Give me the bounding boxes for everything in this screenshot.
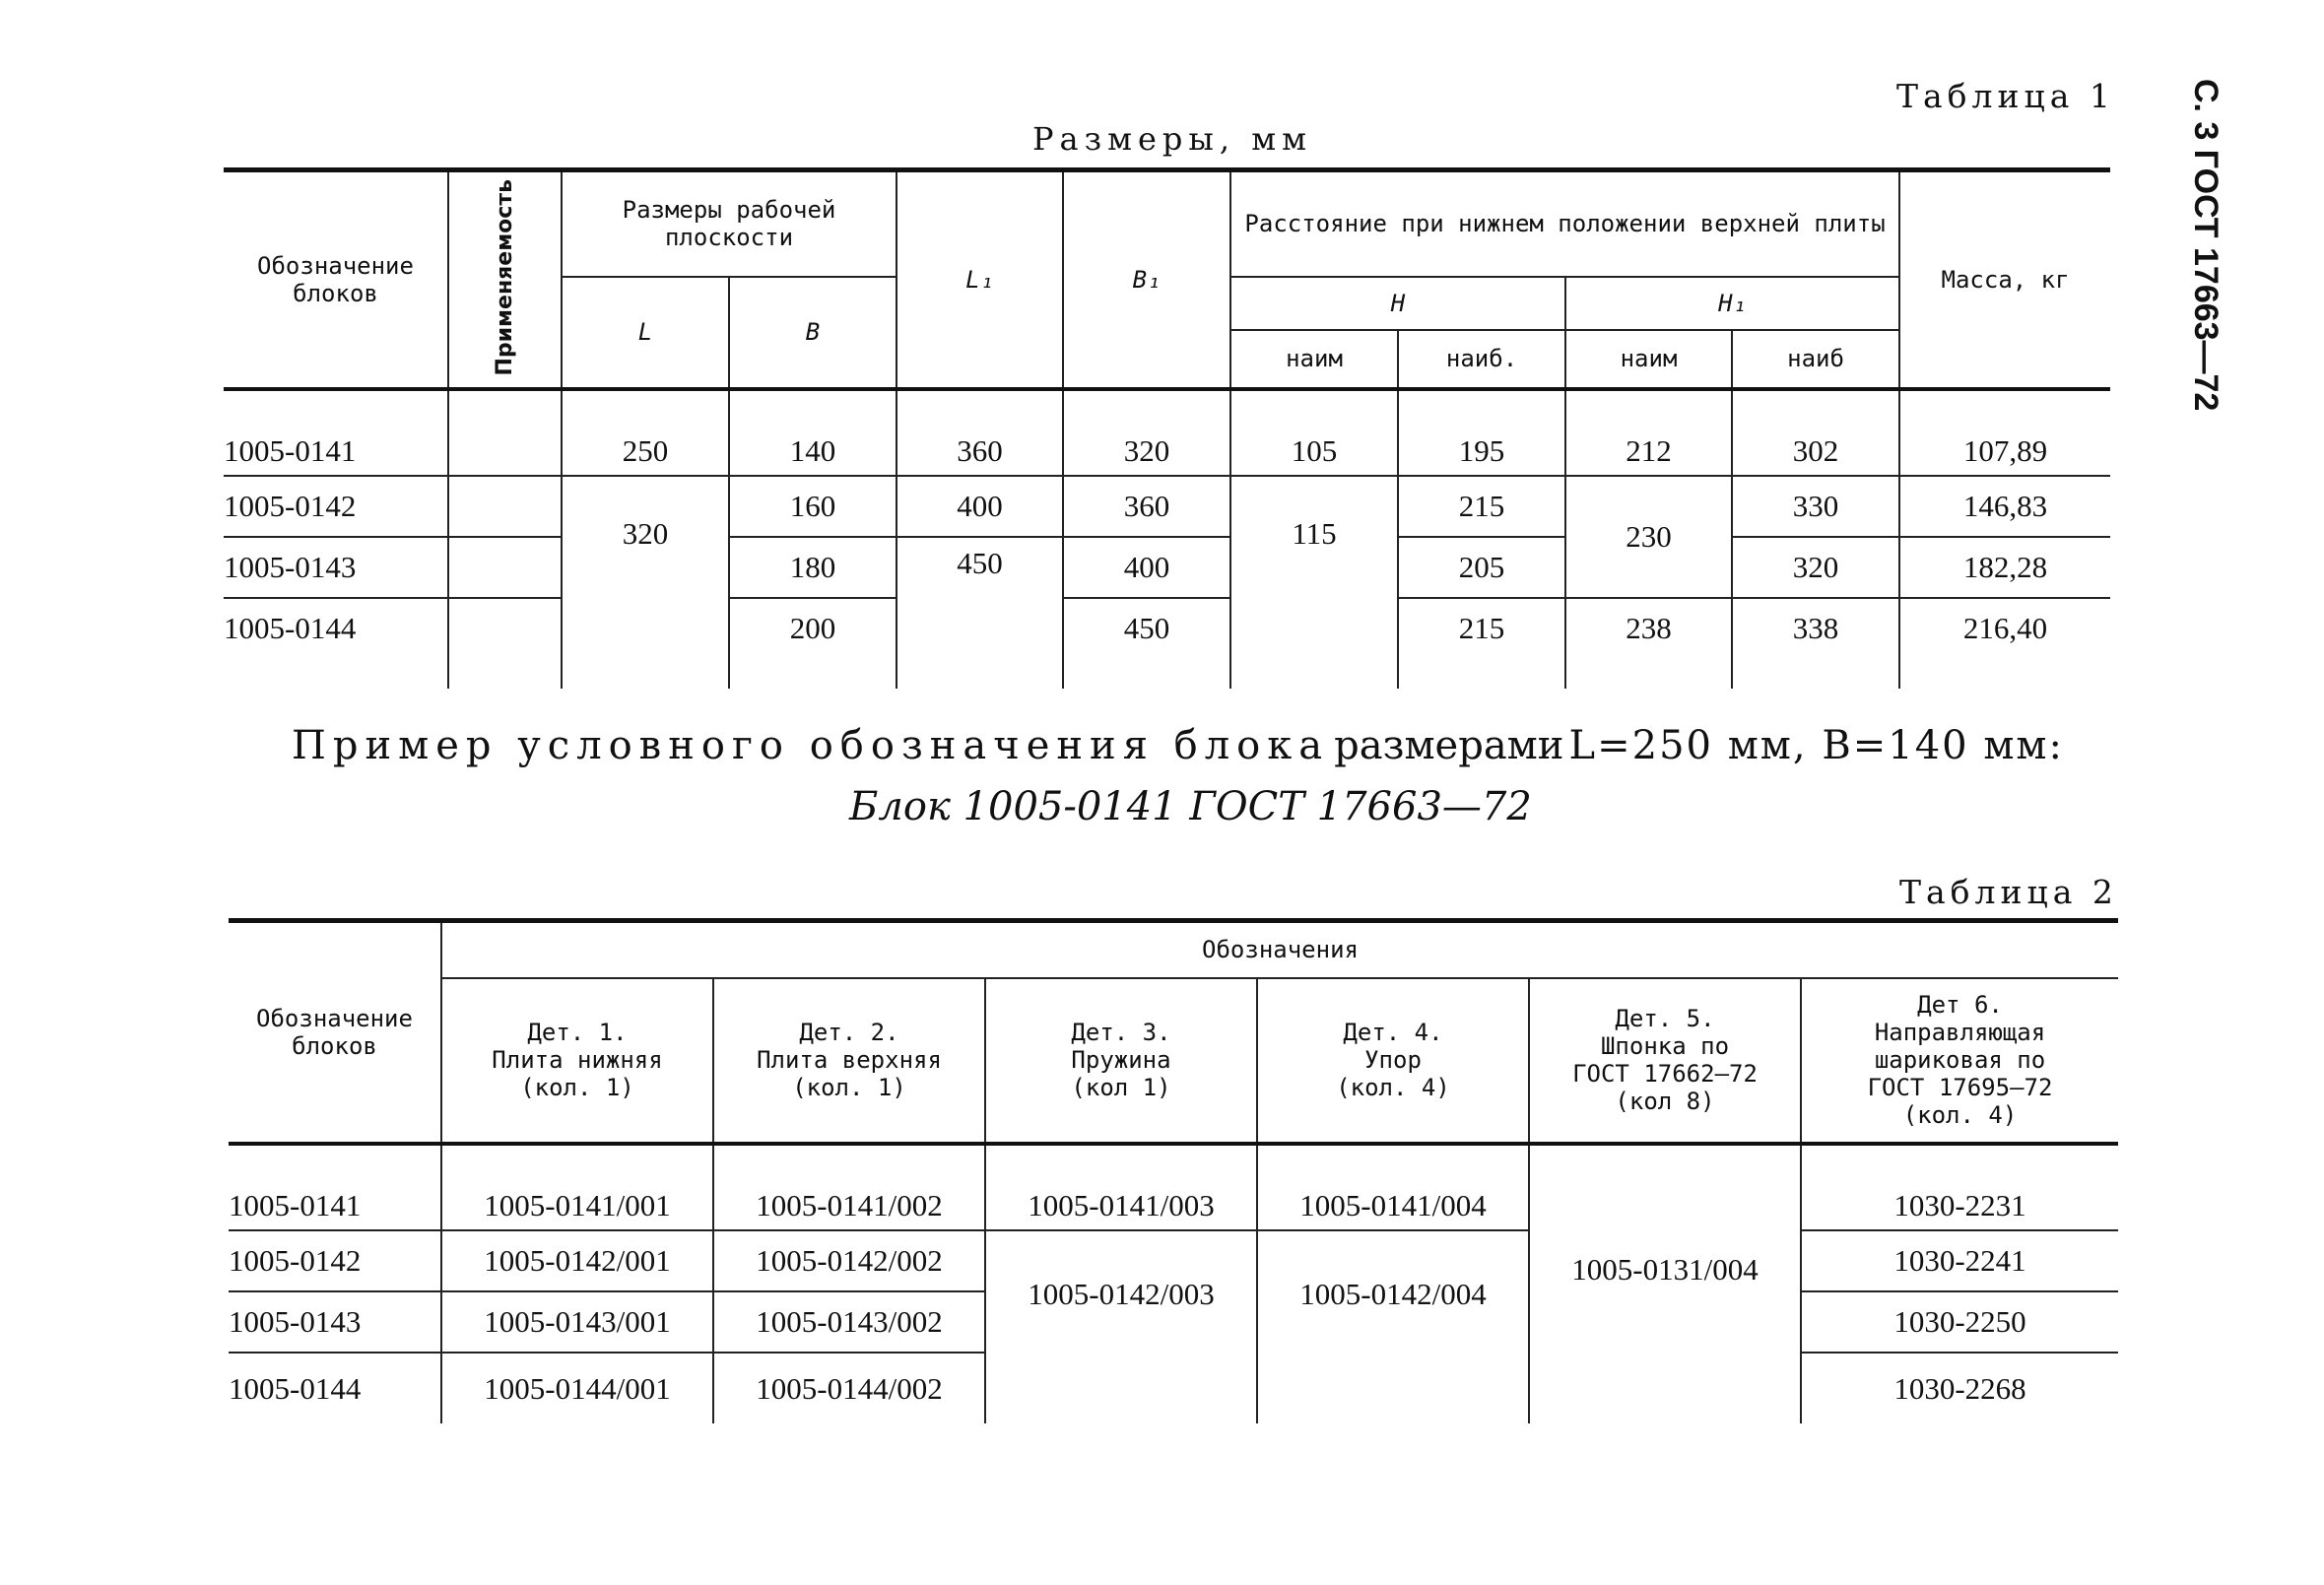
t1-cell: 182,28 — [1899, 537, 2110, 598]
table-row: 1005-0141 — [229, 1144, 441, 1230]
t1-cell: 160 — [729, 476, 896, 537]
t2-h-designation: Обозначение блоков — [256, 1004, 413, 1060]
t1-cell: 105 — [1230, 389, 1398, 476]
t1-h-distance: Расстояние при нижнем положении верхней плиты — [1230, 170, 1899, 277]
example-text-b: размерами — [1334, 723, 1564, 768]
t1-cell: 360 — [896, 389, 1063, 476]
t1-h-h1max: наиб — [1732, 330, 1899, 389]
t2-cell: 1005-0144/001 — [441, 1353, 713, 1423]
table-row: 1005-0143 — [229, 1291, 441, 1353]
t1-cell: 330 — [1732, 476, 1899, 537]
t2-cell-merged: 1005-0142/004 — [1257, 1230, 1529, 1423]
table-row: 1005-0142 — [229, 1230, 441, 1291]
example-text: Пример условного обозначения блока — [292, 723, 1330, 768]
t2-cell: 1005-0141/002 — [713, 1144, 985, 1230]
t1-h-H1: H₁ — [1565, 277, 1899, 330]
t1-cell: 320 — [1063, 389, 1230, 476]
t2-cell: 1030-2250 — [1801, 1291, 2118, 1353]
t1-h-L1: L₁ — [896, 170, 1063, 389]
t1-applicability-cell — [448, 598, 562, 689]
t1-h-hmax: наиб. — [1398, 330, 1565, 389]
t1-cell: 215 — [1398, 476, 1565, 537]
t2-cell: 1005-0143/001 — [441, 1291, 713, 1353]
t2-h-d3: Дет. 3. Пружина (кол 1) — [985, 978, 1257, 1144]
t1-h-designation: Обозначение блоков — [257, 251, 414, 307]
t1-cell: 180 — [729, 537, 896, 598]
t1-cell: 215 — [1398, 598, 1565, 689]
t2-cell: 1005-0143/002 — [713, 1291, 985, 1353]
table1-caption: Размеры, мм — [1032, 120, 1312, 158]
t2-h-d5: Дет. 5. Шпонка по ГОСТ 17662—72 (кол 8) — [1529, 978, 1801, 1144]
table1-label: Таблица 1 — [1896, 77, 2115, 115]
side-page-header: С. 3 ГОСТ 17663—72 — [2187, 79, 2224, 412]
t1-h-B1: B₁ — [1063, 170, 1230, 389]
t2-cell: 1005-0141/004 — [1257, 1144, 1529, 1230]
t1-cell: 250 — [562, 389, 729, 476]
table-row: 1005-0144 — [229, 1370, 362, 1406]
t2-cell: 1030-2231 — [1801, 1144, 2118, 1230]
t2-cell: 1005-0141/001 — [441, 1144, 713, 1230]
t1-cell: 107,89 — [1899, 389, 2110, 476]
t1-cell-merged: 115 — [1230, 476, 1398, 689]
t1-cell: 450 — [1063, 598, 1230, 689]
t2-cell: 1005-0144/002 — [713, 1353, 985, 1423]
t2-cell: 1005-0141/003 — [985, 1144, 1257, 1230]
t1-h-applicability: Применяемость — [448, 170, 562, 389]
t2-cell: 1005-0142/001 — [441, 1230, 713, 1291]
t1-cell: 360 — [1063, 476, 1230, 537]
t1-cell: 302 — [1732, 389, 1899, 476]
table-row: 1005-0144 — [224, 610, 357, 645]
t1-cell-merged: 230 — [1565, 476, 1732, 598]
t1-cell: 195 — [1398, 389, 1565, 476]
t1-cell: 216,40 — [1899, 598, 2110, 689]
table-row: 1005-0143 — [224, 537, 448, 598]
t1-cell: 338 — [1732, 598, 1899, 689]
example-dimensions: L=250 мм, B=140 мм: — [1568, 723, 2065, 768]
table2-label: Таблица 2 — [1899, 873, 2118, 911]
table2 — [229, 918, 2118, 1423]
t1-cell: 238 — [1565, 598, 1732, 689]
t1-cell: 146,83 — [1899, 476, 2110, 537]
t2-cell-merged: 1005-0131/004 — [1529, 1144, 1801, 1423]
t1-applicability-cell — [448, 476, 562, 537]
t1-h-hmin: наим — [1230, 330, 1398, 389]
t1-cell: 212 — [1565, 389, 1732, 476]
t2-h-d4: Дет. 4. Упор (кол. 4) — [1257, 978, 1529, 1144]
t2-h-d1: Дет. 1. Плита нижняя (кол. 1) — [441, 978, 713, 1144]
t2-h-group: Обозначения — [441, 921, 2118, 978]
t1-h-mass: Масса, кг — [1899, 170, 2110, 389]
table-row: 1005-0142 — [224, 476, 448, 537]
t1-cell: 400 — [1063, 537, 1230, 598]
t1-applicability-cell — [448, 537, 562, 598]
t1-applicability-cell — [448, 389, 562, 476]
t2-cell: 1030-2268 — [1801, 1353, 2118, 1423]
t2-h-d6: Дет 6. Направляющая шариковая по ГОСТ 17695—72 (кол. 4) — [1801, 978, 2118, 1144]
t1-cell: 400 — [896, 476, 1063, 537]
t1-cell: 200 — [729, 598, 896, 689]
t2-cell-merged: 1005-0142/003 — [985, 1230, 1257, 1423]
example-line-1 — [292, 723, 2064, 768]
t1-h-L: L — [562, 277, 729, 389]
t2-cell: 1030-2241 — [1801, 1230, 2118, 1291]
t1-h-h1min: наим — [1565, 330, 1732, 389]
table-row: 1005-0141 — [224, 389, 448, 476]
t2-cell: 1005-0142/002 — [713, 1230, 985, 1291]
table1 — [224, 167, 2110, 689]
t1-cell-merged: 450 — [896, 537, 1063, 689]
t1-h-H: H — [1230, 277, 1565, 330]
t1-h-B: B — [729, 277, 896, 389]
t1-h-workplane: Размеры рабочей плоскости — [562, 170, 896, 277]
t1-cell: 205 — [1398, 537, 1565, 598]
t1-cell: 320 — [1732, 537, 1899, 598]
example-line-2: Блок 1005-0141 ГОСТ 17663—72 — [849, 784, 1532, 829]
t1-cell-merged: 320 — [562, 476, 729, 689]
t2-h-d2: Дет. 2. Плита верхняя (кол. 1) — [713, 978, 985, 1144]
t1-cell: 140 — [729, 389, 896, 476]
